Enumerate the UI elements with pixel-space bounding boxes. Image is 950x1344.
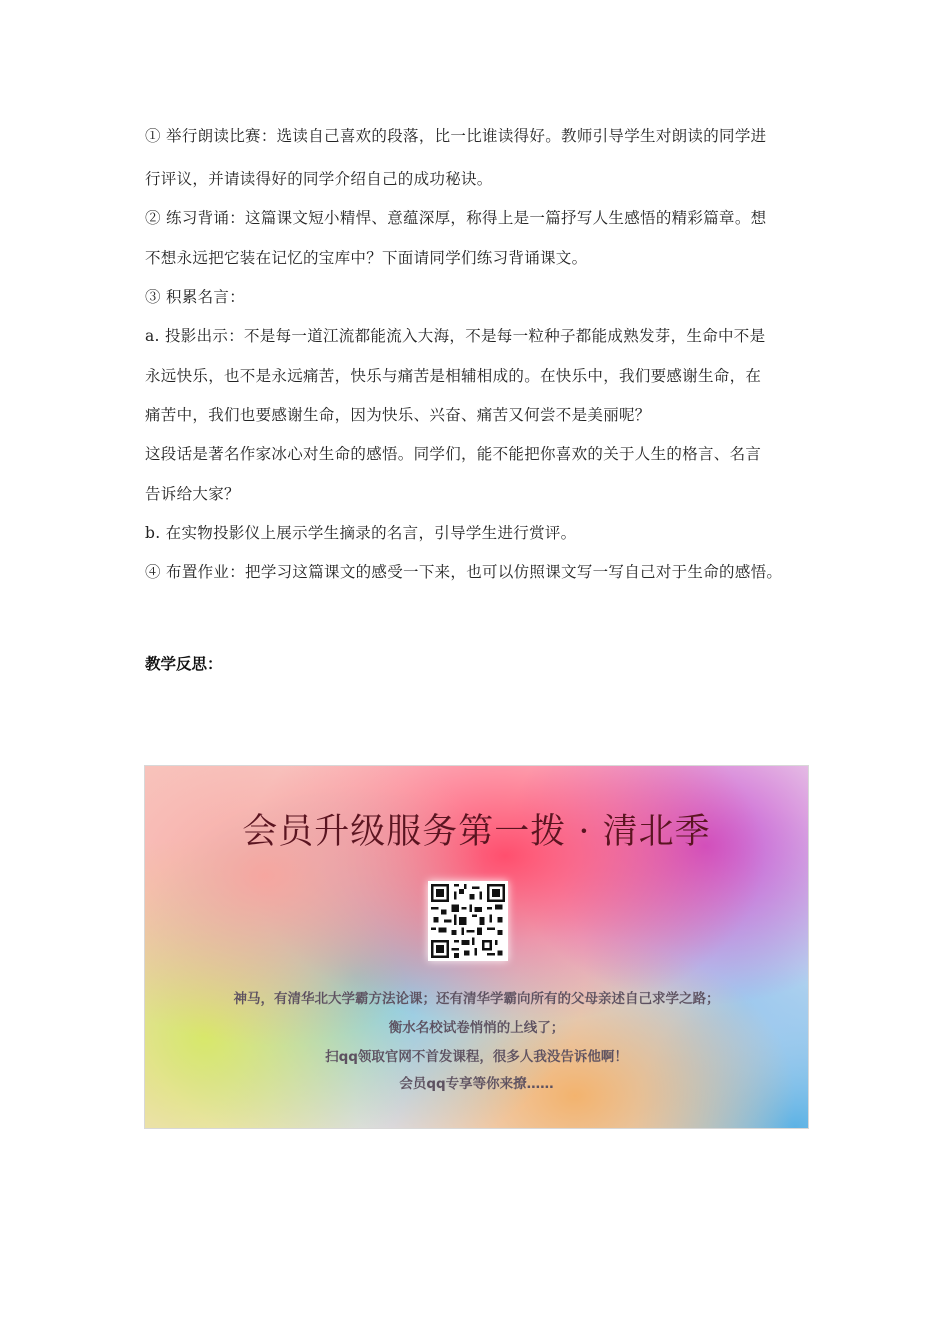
banner-title: 会员升级服务第一拨 · 清北季 [242, 812, 711, 852]
paragraph-line: 痛苦中，我们也要感谢生命，因为快乐、兴奋、痛苦又何尝不是美丽呢？ [145, 406, 651, 424]
paragraph-line: ① 举行朗读比赛：选读自己喜欢的段落，比一比谁读得好。教师引导学生对朗读的同学进 [145, 127, 767, 145]
banner-text-line: 扫qq领取官网不首发课程，很多人我没告诉他啊！ [325, 1049, 628, 1065]
paragraph-line: a. 投影出示：不是每一道江流都能流入大海，不是每一粒种子都能成熟发芽，生命中不是 [145, 327, 766, 345]
paragraph-line: 这段话是著名作家冰心对生命的感悟。同学们，能不能把你喜欢的关于人生的格言、名言 [145, 445, 762, 463]
paragraph-line: 告诉给大家？ [145, 485, 240, 503]
banner-text-line: 会员qq专享等你来撩…… [399, 1076, 554, 1092]
paragraph-line: 不想永远把它装在记忆的宝库中？下面请同学们练习背诵课文。 [145, 249, 588, 267]
paragraph-line: ③ 积累名言： [145, 288, 246, 306]
section-heading: 教学反思： [145, 655, 223, 673]
promo-banner[interactable] [144, 765, 809, 1129]
qr-code-icon[interactable] [428, 881, 508, 961]
banner-text-line: 衡水名校试卷悄悄的上线了； [388, 1020, 565, 1036]
paragraph-line: b. 在实物投影仪上展示学生摘录的名言，引导学生进行赏评。 [145, 524, 577, 542]
paragraph-line: ② 练习背诵：这篇课文短小精悍、意蕴深厚，称得上是一篇抒写人生感悟的精彩篇章。想 [145, 209, 767, 227]
paragraph-line: 行评议，并请读得好的同学介绍自己的成功秘诀。 [145, 170, 493, 188]
paragraph-line: ④ 布置作业：把学习这篇课文的感受一下来，也可以仿照课文写一写自己对于生命的感悟。 [145, 563, 783, 581]
banner-text-line: 神马，有清华北大学霸方法论课；还有清华学霸向所有的父母亲述自己求学之路； [233, 991, 720, 1007]
paragraph-line: 永远快乐，也不是永远痛苦，快乐与痛苦是相辅相成的。在快乐中，我们要感谢生命，在 [145, 367, 762, 385]
